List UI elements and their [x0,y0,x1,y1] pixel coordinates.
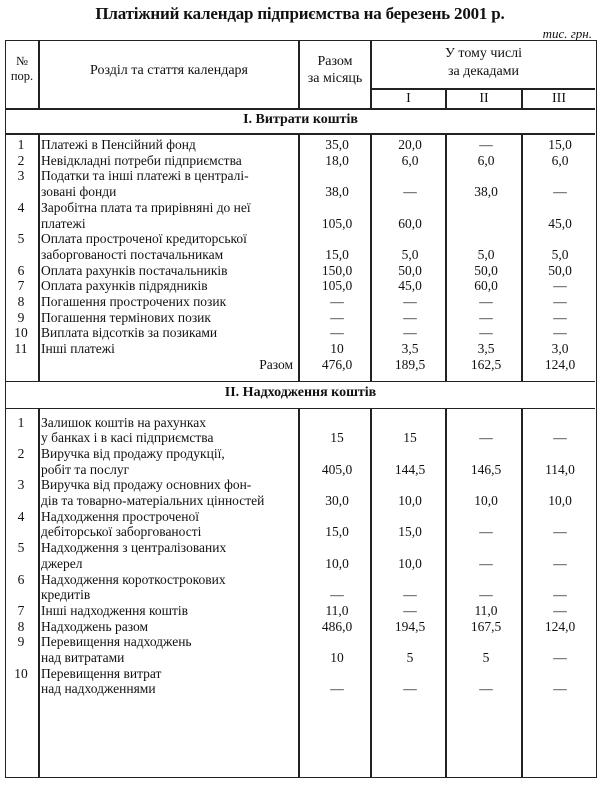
value-cell: — [553,587,567,603]
row-label: зовані фонди [41,184,117,200]
header-total-line2: за місяць [307,71,363,86]
value-cell: — [553,430,567,446]
row-label: над надходженнями [41,681,156,697]
header-section: Розділ та стаття календаря [90,63,248,78]
row-label: Надходження короткострокових [41,571,226,587]
value-cell: 10,0 [398,555,422,571]
section-title: І. Витрати коштів [243,112,358,127]
value-cell: 405,0 [321,461,353,477]
value-cell: 18,0 [325,152,349,168]
section-divider [6,408,595,410]
column-divider [38,408,40,778]
row-label: Залишок коштів на рахунках [41,414,206,430]
value-cell: — [403,309,417,325]
row-label: над витратами [41,650,125,665]
row-label: Надходження простроченої [41,508,200,524]
value-cell: 105,0 [321,215,353,231]
row-number: 8 [17,294,25,309]
row-number: 9 [17,309,25,325]
value-cell: 10,0 [325,555,349,571]
column-divider [445,133,447,381]
total-label: Разом [259,356,293,372]
value-cell: 10 [330,650,344,665]
total-value-cell: 124,0 [544,356,576,372]
row-number: 4 [17,199,25,215]
value-cell: 6,0 [477,152,495,168]
value-cell: 15,0 [548,137,572,152]
row-label: Виплата відсотків за позиками [41,325,218,341]
row-label: Погашення термінових позик [41,309,211,325]
value-cell: 5 [482,650,490,665]
value-cell: — [553,184,567,200]
value-cell: 10,0 [474,493,498,508]
row-label: джерел [41,555,83,571]
value-cell: — [553,309,567,325]
row-number: 7 [17,278,25,294]
row-label: кредитів [41,587,91,603]
value-cell: — [403,602,417,618]
value-cell: — [479,325,493,341]
total-value-cell: 162,5 [470,356,502,372]
decades-divider [370,88,595,90]
row-label: Виручка від продажу продукції, [41,445,225,461]
header-no-line1: № [16,54,28,68]
header-total-line1: Разом [317,54,353,69]
total-value-cell: 476,0 [321,356,353,372]
row-label: Виручка від продажу основних фон- [41,477,252,493]
row-label: Оплата рахунків підрядників [41,278,208,294]
value-cell: 45,0 [398,278,422,294]
value-cell: 15 [403,430,417,446]
column-divider [370,133,372,381]
value-cell: 3,5 [477,341,495,357]
value-cell: 50,0 [474,262,498,278]
value-cell: 11,0 [325,602,349,618]
row-label: Оплата простроченої кредиторської [41,231,247,247]
total-value-cell: 189,5 [394,356,426,372]
row-number: 7 [17,602,25,618]
value-cell: 6,0 [401,152,419,168]
value-cell: — [403,681,417,697]
row-label: у банках і в касі підприємства [41,430,214,446]
value-cell: 15 [330,430,344,446]
column-divider [298,133,300,381]
value-cell: 20,0 [398,137,422,152]
value-cell: — [330,309,344,325]
header-decade-2: II [479,91,489,106]
row-number: 5 [17,540,25,556]
value-cell: 35,0 [325,137,349,152]
row-number: 3 [17,168,25,184]
unit-label: тис. грн. [542,26,592,41]
header-no [6,54,38,84]
value-cell: — [479,681,493,697]
header-decades-line1: У тому числі [444,46,523,61]
value-cell: 105,0 [321,278,353,294]
value-cell: — [553,555,567,571]
row-number: 10 [14,325,28,341]
row-label: Інші надходження коштів [41,602,189,618]
row-label: Податки та інші платежі в централі- [41,168,249,184]
value-cell: 5 [406,650,414,665]
value-cell: — [330,294,344,309]
column-divider [370,408,372,778]
row-label: Інші платежі [41,341,115,357]
value-cell: 50,0 [398,262,422,278]
row-label: Оплата рахунків постачальників [41,262,228,278]
value-cell: 6,0 [551,152,569,168]
row-label: Погашення прострочених позик [41,294,227,309]
row-label: Невідкладні потреби підприємства [41,152,242,168]
row-number: 6 [17,262,25,278]
value-cell: 15,0 [325,246,349,262]
value-cell: 60,0 [474,278,498,294]
value-cell: — [479,524,493,540]
value-cell: 5,0 [477,246,495,262]
value-cell: 45,0 [548,215,572,231]
section-divider [6,133,595,135]
row-number: 8 [17,618,25,634]
row-number: 9 [17,634,25,650]
row-label: Перевищення надходжень [41,634,192,650]
value-cell: 150,0 [321,262,353,278]
payment-calendar-table [5,40,597,778]
row-number: 3 [17,477,25,493]
value-cell: — [553,650,567,665]
row-label: дебіторської заборгованості [41,524,202,540]
value-cell: — [403,294,417,309]
value-cell: — [330,325,344,341]
row-number: 5 [17,231,25,247]
value-cell: 124,0 [544,618,576,634]
column-divider [521,133,523,381]
value-cell: 50,0 [548,262,572,278]
row-number: 6 [17,571,25,587]
value-cell: 114,0 [545,461,575,477]
value-cell: 10 [330,341,344,357]
value-cell: — [330,681,344,697]
value-cell: — [553,602,567,618]
section-title: ІІ. Надходження коштів [224,384,377,400]
value-cell: — [553,681,567,697]
header-no-line2: пор. [10,69,34,83]
value-cell: — [479,309,493,325]
value-cell: — [479,430,493,446]
value-cell: — [553,278,567,294]
row-label: Надходжень разом [41,618,149,634]
column-divider [521,408,523,778]
row-number: 2 [17,152,25,168]
value-cell: 3,0 [551,341,569,357]
row-label: робіт та послуг [41,461,130,477]
value-cell: 144,5 [394,461,426,477]
value-cell: 30,0 [325,493,349,508]
row-label: дів та товарно-матеріальних цінностей [41,493,265,508]
value-cell: — [330,587,344,603]
column-divider [298,408,300,778]
header-bottom-line [6,108,595,110]
row-label: Платежі в Пенсійний фонд [41,137,196,152]
value-cell: 146,5 [470,461,502,477]
value-cell: — [479,137,493,152]
row-number: 10 [14,665,28,681]
value-cell: 5,0 [551,246,569,262]
value-cell: 60,0 [398,215,422,231]
value-cell: — [479,294,493,309]
row-label: платежі [41,215,86,231]
value-cell: 10,0 [548,493,572,508]
value-cell: — [403,184,417,200]
value-cell: — [479,555,493,571]
row-label: Заробітна плата та прирівняні до неї [41,199,251,215]
value-cell: — [403,587,417,603]
value-cell: 10,0 [398,493,422,508]
row-number: 1 [17,137,25,152]
value-cell: 15,0 [325,524,349,540]
value-cell: 486,0 [321,618,353,634]
value-cell: 38,0 [325,184,349,200]
header-decade-1: I [406,91,411,106]
row-number: 11 [14,341,28,357]
row-number: 1 [17,414,25,430]
value-cell: 5,0 [401,246,419,262]
value-cell: 15,0 [398,524,422,540]
section-end-line [6,381,595,383]
row-label: Перевищення витрат [41,665,162,681]
column-divider [38,133,40,381]
row-label: заборгованості постачальникам [41,246,224,262]
header-decade-3: III [552,91,566,106]
value-cell: 167,5 [470,618,502,634]
document-title: Платіжний календар підприємства на березень 2001 р. [95,4,505,23]
value-cell: — [553,524,567,540]
header-total [300,53,370,87]
value-cell: — [553,325,567,341]
value-cell: 11,0 [474,602,498,618]
value-cell: 3,5 [401,341,419,357]
row-number: 4 [17,508,25,524]
row-label: Надходження з централізованих [41,540,227,556]
value-cell: 38,0 [474,184,498,200]
header-decades [372,45,595,81]
value-cell: — [479,587,493,603]
header-decades-line2: за декадами [447,64,520,79]
value-cell: — [553,294,567,309]
value-cell: — [403,325,417,341]
value-cell: 194,5 [394,618,426,634]
column-divider [445,408,447,778]
row-number: 2 [17,445,25,461]
